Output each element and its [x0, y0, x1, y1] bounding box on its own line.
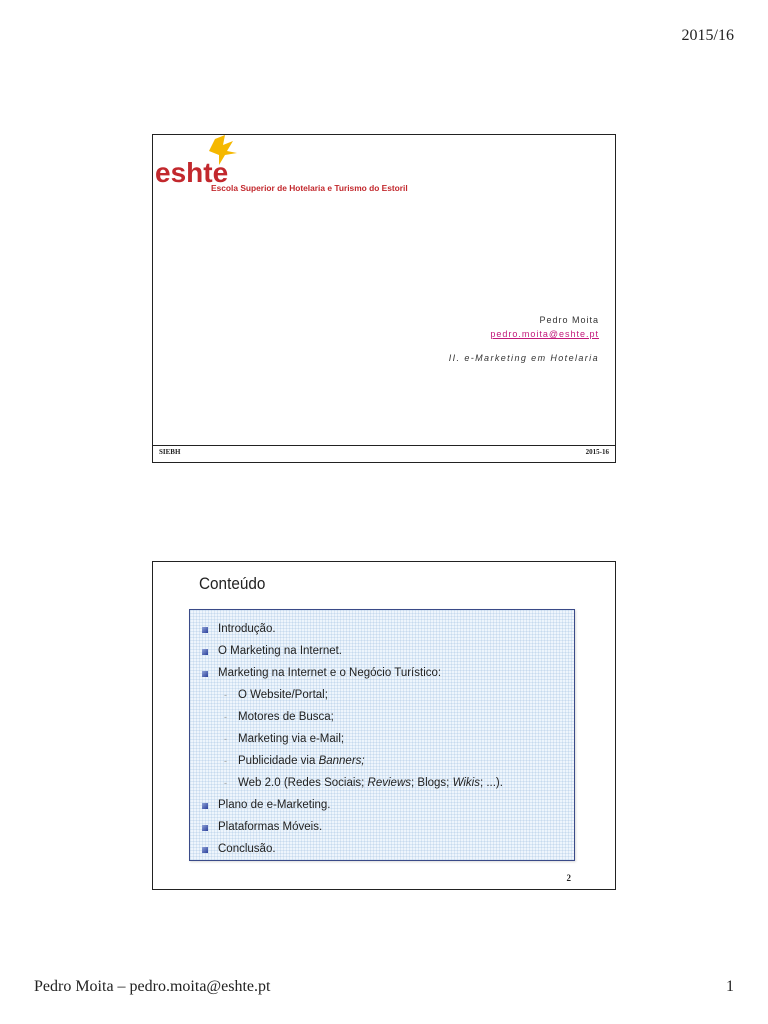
sub-list-item: - Publicidade via Banners;: [224, 755, 365, 767]
svg-text:eshte: eshte: [155, 157, 229, 188]
slide-footer: [153, 445, 615, 462]
slide-footer-year: 2015-16: [585, 448, 609, 456]
author-name: Pedro Moita: [539, 315, 599, 325]
contents-box: [189, 609, 575, 861]
sub-list-item: - O Website/Portal;: [224, 689, 328, 701]
slide-footer-course: SIEBH: [159, 448, 181, 456]
list-item: Conclusão.: [202, 842, 503, 864]
page-number: 1: [726, 978, 734, 995]
sub-list-item: - Marketing via e-Mail;: [224, 733, 345, 745]
dash-icon: -: [224, 734, 227, 744]
list-item: Marketing na Internet e o Negócio Turístico:: [202, 666, 503, 688]
slide-page-number: 2: [566, 873, 571, 883]
list-item: Plataformas Móveis.: [202, 820, 503, 842]
sub-list-item: - Web 2.0 (Redes Sociais; Reviews; Blogs; Wikis; ...).: [224, 777, 503, 789]
slide-title-page: [152, 134, 616, 463]
contents-list: [202, 622, 503, 864]
bullet-icon: [202, 803, 208, 809]
list-item: Introdução.: [202, 622, 503, 644]
bullet-icon: [202, 825, 208, 831]
bullet-icon: [202, 649, 208, 655]
bullet-icon: [202, 627, 208, 633]
dash-icon: -: [224, 778, 227, 788]
dash-icon: -: [224, 690, 227, 700]
author-email-link[interactable]: pedro.moita@eshte.pt: [490, 329, 599, 339]
logo-subtitle: Escola Superior de Hotelaria e Turismo do Estoril: [211, 183, 408, 193]
author-block: [449, 315, 599, 363]
list-item: O Marketing na Internet.: [202, 644, 503, 666]
bullet-icon: [202, 671, 208, 677]
slide-contents: [152, 561, 616, 890]
sub-list-item: - Motores de Busca;: [224, 711, 334, 723]
document-year: 2015/16: [681, 27, 734, 44]
dash-icon: -: [224, 712, 227, 722]
bullet-icon: [202, 847, 208, 853]
presentation-topic: II. e-Marketing em Hotelaria: [448, 353, 599, 363]
dash-icon: -: [224, 756, 227, 766]
list-item: Plano de e-Marketing.: [202, 798, 503, 820]
slide-title: Conteúdo: [199, 574, 266, 593]
eshte-logo: [153, 135, 453, 205]
page-footer-author: Pedro Moita – pedro.moita@eshte.pt: [34, 978, 271, 995]
